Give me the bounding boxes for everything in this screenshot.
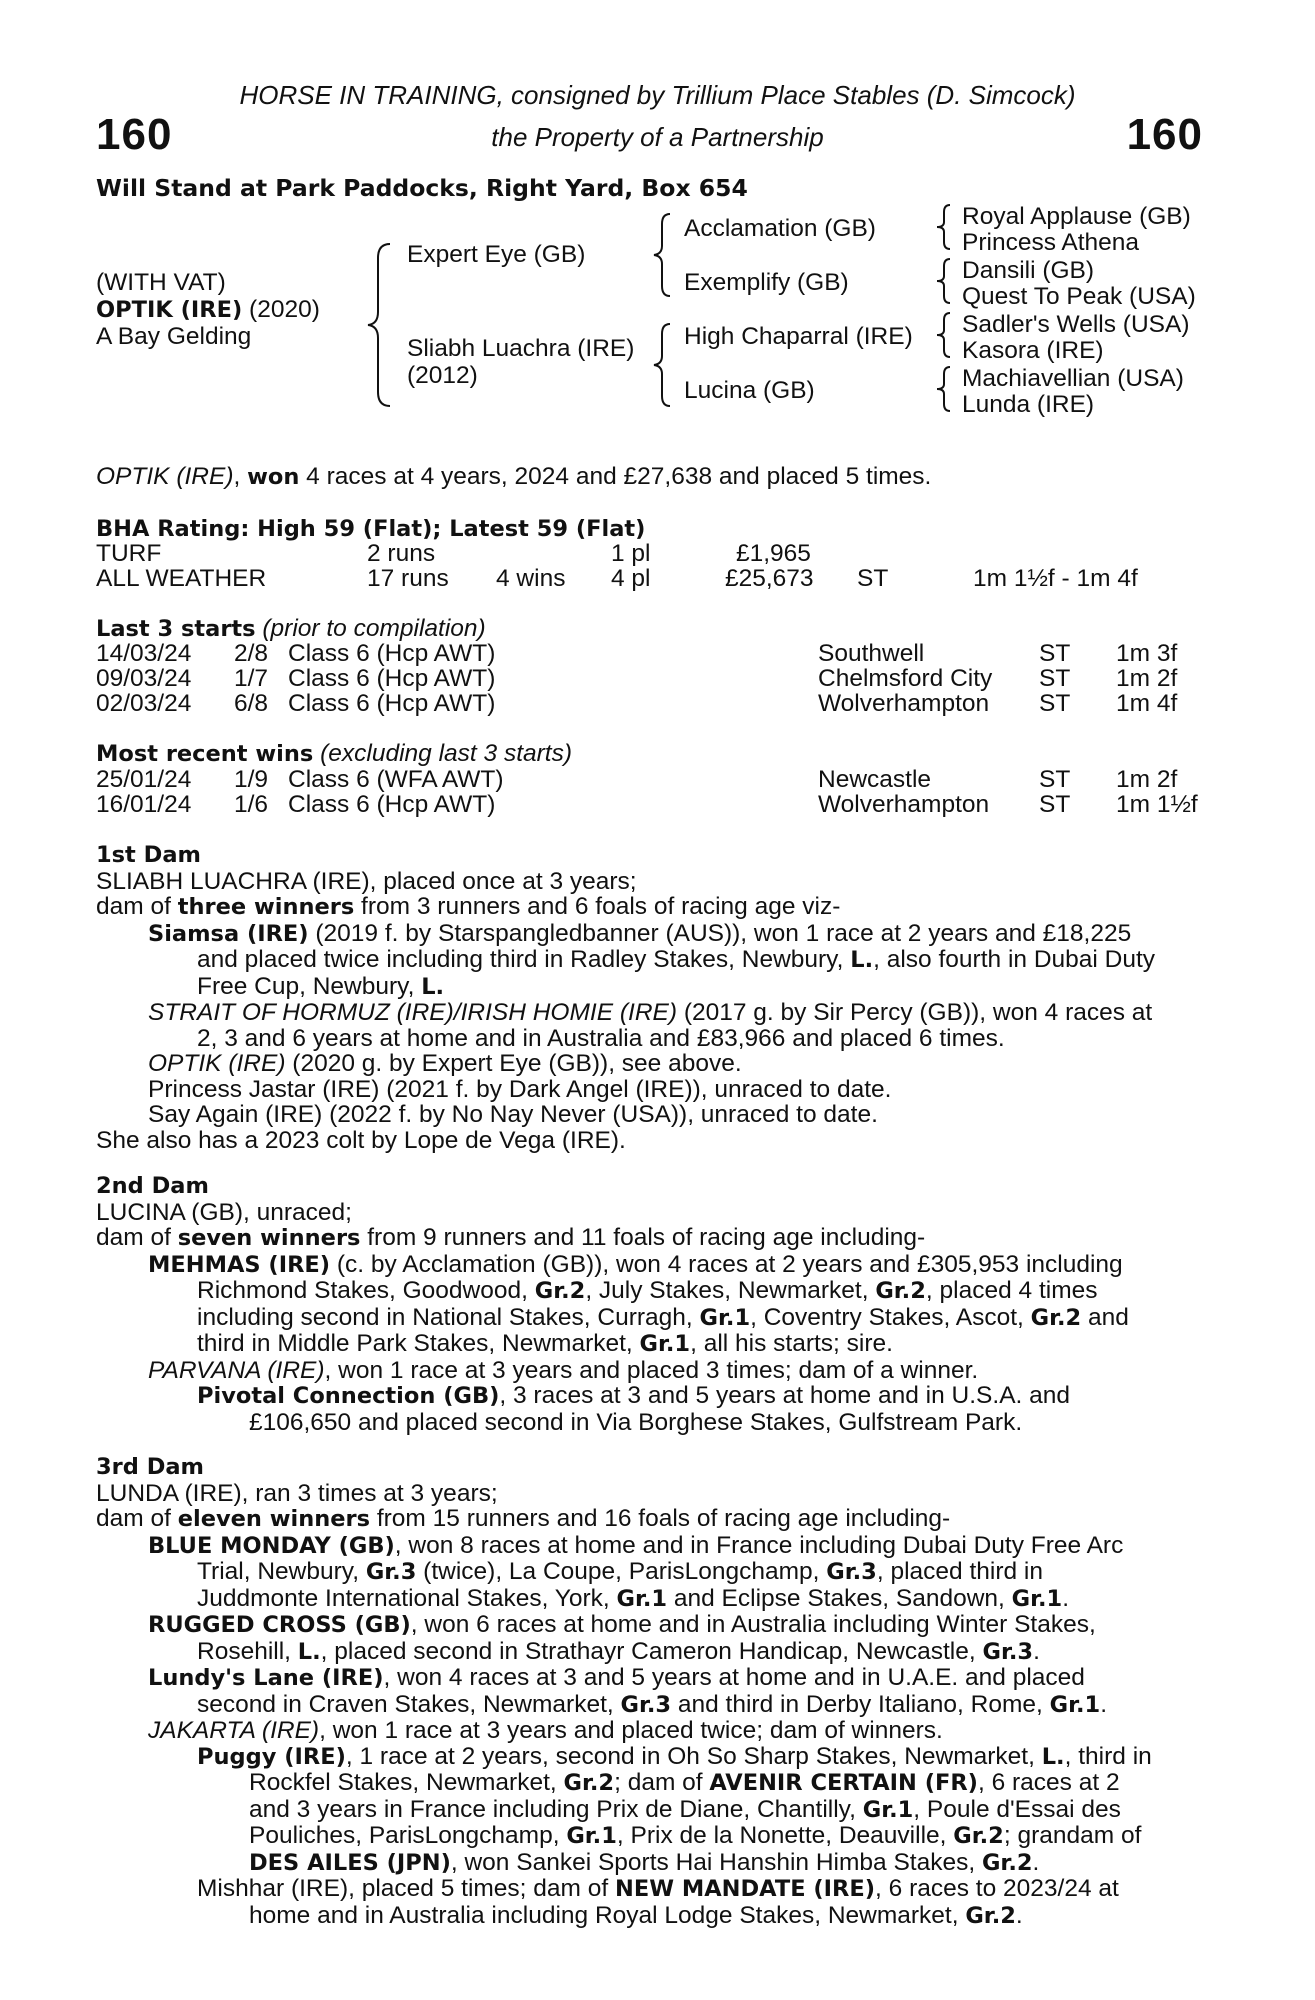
horse-year: (2020) xyxy=(242,296,320,323)
progeny-entry: MEHMAS (IRE) (c. by Acclamation (GB)), won 4 races at 2 years and £305,953 including xyxy=(148,1250,1123,1278)
section-title: 2nd Dam xyxy=(96,1173,209,1199)
progeny-entry: OPTIK (IRE) (2020 g. by Expert Eye (GB)), see above. xyxy=(148,1050,742,1077)
dam-sire: High Chaparral (IRE) xyxy=(684,323,913,350)
lot-number-right: 160 xyxy=(1126,110,1203,159)
recent-title: Most recent wins (excluding last 3 starts) xyxy=(96,740,573,767)
pedigree-brace-g1 xyxy=(932,202,954,252)
pedigree-brace-dam xyxy=(648,320,676,410)
dam-year: (2012) xyxy=(407,362,478,389)
progeny-entry: RUGGED CROSS (GB), won 6 races at home and in Australia including Winter Stakes, xyxy=(148,1611,1096,1638)
pedigree-brace-g3 xyxy=(932,310,954,360)
grandsire-2: Princess Athena xyxy=(962,229,1140,256)
progeny-entry: Mishhar (IRE), placed 5 times; dam of NEW MANDATE (IRE), 6 races to 2023/24 at xyxy=(197,1875,1119,1902)
grandsire-3: Dansili (GB) xyxy=(962,257,1095,284)
sire: Expert Eye (GB) xyxy=(407,241,586,268)
section-title: 1st Dam xyxy=(96,842,201,868)
dam-dam: Lucina (GB) xyxy=(684,377,815,404)
progeny-entry: Lundy's Lane (IRE), won 4 races at 3 and 5 years at home and in U.A.E. and placed xyxy=(148,1664,1085,1691)
pedigree-brace-g4 xyxy=(932,364,954,414)
progeny-entry: BLUE MONDAY (GB), won 8 races at home and in France including Dubai Duty Free Arc xyxy=(148,1531,1124,1559)
progeny-entry: JAKARTA (IRE), won 1 race at 3 years and placed twice; dam of winners. xyxy=(148,1717,943,1744)
progeny-entry: PARVANA (IRE), won 1 race at 3 years and placed 3 times; dam of a winner. xyxy=(148,1356,979,1384)
horse-name: OPTIK (IRE) xyxy=(96,297,243,323)
property-line: the Property of a Partnership xyxy=(491,122,824,152)
pedigree-brace-main xyxy=(360,240,396,410)
progeny-entry: Princess Jastar (IRE) (2021 f. by Dark Angel (IRE)), unraced to date. xyxy=(148,1075,892,1103)
progeny-entry: Siamsa (IRE) (2019 f. by Starspangledbanner (AUS)), won 1 race at 2 years and £18,225 xyxy=(148,919,1132,947)
pedigree-brace-g2 xyxy=(932,256,954,306)
catalogue-page: HORSE IN TRAINING, consigned by Trillium Place Stables (D. Simcock) 160 the Property of a Partnership 160 Will Stand at Park Paddocks, Right Yard, Box 654 (WITH VAT) OPTIK (IRE) (2020) A Bay Gelding Expert Eye (GB) Sliabh Luachra (IRE) (2012) Acclamation (GB) Exemplify (GB) High Chaparral (IRE) Lucina (GB) Royal Applause (GB) Princess Athena Dansili (GB) Quest To Peak (USA) Sadler's Wells (USA) Kasora (IRE) Machiavellian (USA) Lunda (IRE) OPTIK (IRE), won 4 races at 4 years, 2024 and £27,638 and placed 5 times. BHA Rating: High 59 (Flat); Latest 59 (Flat) TURF 2 runs 1 pl £1,965 ALL WEATHER 17 runs 4 wins 4 pl £25,673 ST 1m 1½f - 1m 4f Last 3 starts (prior to compilation) 14/03/24 2/8 Class 6 (Hcp AWT) Southwell ST 1m 3f 09/03/24 1/7 Class 6 (Hcp AWT) Chelmsford City ST 1m 2f 02/03/24 6/8 Class 6 (Hcp AWT) Wolverhampton ST 1m 4f Most recent wins (excluding last 3 starts) 25/01/24 1/9 Class 6 (WFA AWT) Newcastle ST 1m 2f 16/01/24 1/6 Class 6 (Hcp AWT) Wolverhampton ST 1m 1½f 1st Dam SLIABH LUACHRA (IRE), placed once at 3 years; dam of three winners from 3 runners and 6 foals of racing age viz- Siamsa (IRE) (2019 f. by Starspangledbanner (AUS)), won 1 race at 2 years and £18,225 and placed twice including third in Radley Stakes, Newbury, L., also fourth in Dubai Duty Free Cup, Newbury, L. STRAIT OF HORMUZ (IRE)/IRISH HOMIE (IRE) (2017 g. by Sir Percy (GB)), won 4 races at 2, 3 and 6 years at home and in Australia and £83,966 and placed 6 times. OPTIK (IRE) (2020 g. by Expert Eye (GB)), see above. Princess Jastar (IRE) (2021 f. by Dark Angel (IRE)), unraced to date. Say Again (IRE) (2022 f. by No Nay Never (USA)), unraced to date. She also has a 2023 colt by Lope de Vega (IRE). 2nd Dam LUCINA (GB), unraced; dam of seven winners from 9 runners and 11 foals of racing age including- MEHMAS (IRE) (c. by Acclamation (GB)), won 4 races at 2 years and £305,953 including Richmond Stakes, Goodwood, Gr.2, July Stakes, Newmarket, Gr.2, placed 4 times including second in National Stakes, Curragh, Gr.1, Coventry Stakes, Ascot, Gr.2 and third in Middle Park Stakes, Newmarket, Gr.1, all his starts; sire. PARVANA (IRE), won 1 race at 3 years and placed 3 times; dam of a winner. Pivotal Connection (GB), 3 races at 3 and 5 years at home and in U.S.A. and £106,650 and placed second in Via Borghese Stakes, Gulfstream Park. 3rd Dam LUNDA (IRE), ran 3 times at 3 years; dam of eleven winners from 15 runners and 16 foals of racing age including- BLUE MONDAY (GB), won 8 races at home and in France including Dubai Duty Free Arc Trial, Newbury, Gr.3 (twice), La Coupe, ParisLongchamp, Gr.3, placed third in Juddmonte International Stakes, York, Gr.1 and Eclipse Stakes, Sandown, Gr.1. RUGGED CROSS (GB), won 6 races at home and in Australia including Winter Stakes, Rosehill, L., placed second in Strathayr Cameron Handicap, Newcastle, Gr.3. Lundy's Lane (IRE), won 4 races at 3 and 5 years at home and in U.A.E. and placed second in Craven Stakes, Newmarket, Gr.3 and third in Derby Italiano, Rome, Gr.1. JAKARTA (IRE), won 1 race at 3 years and placed twice; dam of winners. Puggy (IRE), 1 race at 2 years, second in Oh So Sharp Stakes, Newmarket, L., third in Rockfel Stakes, Newmarket, Gr.2; dam of AVENIR CERTAIN (FR), 6 races at 2 and 3 years in France including Prix de Diane, Chantilly, Gr.1, Poule d'Essai des Pouliches, ParisLongchamp, Gr.1, Prix de la Nonette, Deauville, Gr.2; grandam of DES AILES (JPN), won Sankei Sports Hai Hanshin Himba Stakes, Gr.2. Mishhar (IRE), placed 5 times; dam of NEW MANDATE (IRE), 6 races to 2023/24 at home and in Australia including Royal Lodge Stakes, Newmarket, Gr.2. xyxy=(0,0,1315,2000)
grandsire-6: Kasora (IRE) xyxy=(962,337,1104,364)
last3-title: Last 3 starts (prior to compilation) xyxy=(96,615,486,642)
grandsire-8: Lunda (IRE) xyxy=(962,391,1095,418)
pedigree-brace-sire xyxy=(648,210,676,300)
race-summary: OPTIK (IRE), won 4 races at 4 years, 2024 and £27,638 and placed 5 times. xyxy=(96,463,932,490)
third-dam-section: 3rd Dam LUNDA (IRE), ran 3 times at 3 years; dam of eleven winners from 15 runners and 16 foals of racing age including- BLUE MONDAY (GB), won 8 races at home and in France including Dubai Duty Free Arc Trial, Newbury, Gr.3 (twice), La Coupe, ParisLongchamp, Gr.3, placed third in Juddmonte International Stakes, York, Gr.1 and Eclipse Stakes, Sandown, Gr.1. RUGGED CROSS (GB), won 6 races at home and in Australia including Winter Stakes, Rosehill, L., placed second in Strathayr Cameron Handicap, Newcastle, Gr.3. Lundy's Lane (IRE), won 4 races at 3 and 5 years at home and in U.A.E. and placed second in Craven Stakes, Newmarket, Gr.3 and third in Derby Italiano, Rome, Gr.1. JAKARTA (IRE), won 1 race at 3 years and placed twice; dam of winners. Puggy (IRE), 1 race at 2 years, second in Oh So Sharp Stakes, Newmarket, L., third in Rockfel Stakes, Newmarket, Gr.2; dam of AVENIR CERTAIN (FR), 6 races at 2 and 3 years in France including Prix de Diane, Chantilly, Gr.1, Poule d'Essai des Pouliches, ParisLongchamp, Gr.1, Prix de la Nonette, Deauville, Gr.2; grandam of DES AILES (JPN), won Sankei Sports Hai Hanshin Himba Stakes, Gr.2. Mishhar (IRE), placed 5 times; dam of NEW MANDATE (IRE), 6 races to 2023/24 at home and in Australia including Royal Lodge Stakes, Newmarket, Gr.2. xyxy=(96,1455,1206,1929)
location-line: Will Stand at Park Paddocks, Right Yard, Box 654 xyxy=(96,174,748,202)
first-dam-section: 1st Dam SLIABH LUACHRA (IRE), placed once at 3 years; dam of three winners from 3 runners and 6 foals of racing age viz- Siamsa (IRE) (2019 f. by Starspangledbanner (AUS)), won 1 race at 2 years and £18,225 and placed twice including third in Radley Stakes, Newbury, L., also fourth in Dubai Duty Free Cup, Newbury, L. STRAIT OF HORMUZ (IRE)/IRISH HOMIE (IRE) (2017 g. by Sir Percy (GB)), won 4 races at 2, 3 and 6 years at home and in Australia and £83,966 and placed 6 times. OPTIK (IRE) (2020 g. by Expert Eye (GB)), see above. Princess Jastar (IRE) (2021 f. by Dark Angel (IRE)), unraced to date. Say Again (IRE) (2022 f. by No Nay Never (USA)), unraced to date. She also has a 2023 colt by Lope de Vega (IRE). xyxy=(96,843,1206,1153)
vat-label: (WITH VAT) xyxy=(96,269,226,296)
consignor-line: HORSE IN TRAINING, consigned by Trillium Place Stables (D. Simcock) xyxy=(239,80,1076,110)
grandsire-7: Machiavellian (USA) xyxy=(962,365,1184,392)
grandsire-1: Royal Applause (GB) xyxy=(962,203,1191,230)
progeny-entry: Pivotal Connection (GB), 3 races at 3 and 5 years at home and in U.S.A. and xyxy=(197,1382,1071,1409)
dam: Sliabh Luachra (IRE) xyxy=(407,335,635,362)
grandsire-4: Quest To Peak (USA) xyxy=(962,283,1196,310)
grandsire-5: Sadler's Wells (USA) xyxy=(962,311,1190,338)
section-title: 3rd Dam xyxy=(96,1454,204,1480)
lot-number-left: 160 xyxy=(96,110,173,159)
progeny-entry: Say Again (IRE) (2022 f. by No Nay Never (USA)), unraced to date. xyxy=(148,1101,878,1128)
horse-name-line xyxy=(96,297,320,324)
horse-description: A Bay Gelding xyxy=(96,323,252,350)
sire-dam: Exemplify (GB) xyxy=(684,269,849,296)
progeny-entry: STRAIT OF HORMUZ (IRE)/IRISH HOMIE (IRE) (2017 g. by Sir Percy (GB)), won 4 races at xyxy=(148,999,1153,1026)
progeny-entry: Puggy (IRE), 1 race at 2 years, second in Oh So Sharp Stakes, Newmarket, L., third in xyxy=(197,1742,1152,1770)
second-dam-section: 2nd Dam LUCINA (GB), unraced; dam of seven winners from 9 runners and 11 foals of racing age including- MEHMAS (IRE) (c. by Acclamation (GB)), won 4 races at 2 years and £305,953 including Richmond Stakes, Goodwood, Gr.2, July Stakes, Newmarket, Gr.2, placed 4 times including second in National Stakes, Curragh, Gr.1, Coventry Stakes, Ascot, Gr.2 and third in Middle Park Stakes, Newmarket, Gr.1, all his starts; sire. PARVANA (IRE), won 1 race at 3 years and placed 3 times; dam of a winner. Pivotal Connection (GB), 3 races at 3 and 5 years at home and in U.S.A. and £106,650 and placed second in Via Borghese Stakes, Gulfstream Park. xyxy=(96,1174,1206,1435)
sire-sire: Acclamation (GB) xyxy=(684,215,876,242)
rating-title: BHA Rating: High 59 (Flat); Latest 59 (Flat) xyxy=(96,516,646,542)
